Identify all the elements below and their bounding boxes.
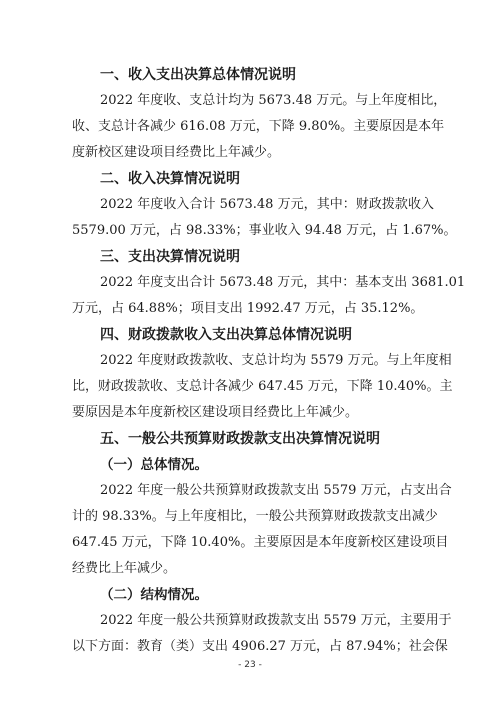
paragraph-5: [72, 478, 452, 582]
document-body: [72, 62, 466, 660]
paragraph-line: 收、支总计各减少 616.08 万元，下降 9.80%。主要原因是本年: [72, 119, 445, 134]
subsection-heading-1: （一）总体情况。: [100, 457, 208, 473]
section-heading-1: 一、收入支出决算总体情况说明: [100, 67, 296, 83]
paragraph-line: 5579.00 万元，占 98.33%；事业收入 94.48 万元，占 1.67%。: [72, 223, 457, 238]
paragraph-line: 经费比上年减少。: [72, 561, 177, 576]
paragraph-line: 计的 98.33%。与上年度相比，一般公共预算财政拨款支出减少: [72, 509, 438, 524]
section-heading-5: 五、一般公共预算财政拨款支出决算情况说明: [100, 431, 380, 447]
paragraph-line: 2022 年度收、支总计均为 5673.48 万元。与上年度相比，: [100, 93, 447, 108]
paragraph-line: 比，财政拨款收、支总计各减少 647.45 万元，下降 10.40%。主: [72, 379, 453, 394]
paragraph-line: 647.45 万元，下降 10.40%。主要原因是本年度新校区建设项目: [72, 535, 449, 550]
page-number: - 23 -: [238, 660, 262, 670]
paragraph-3: [72, 270, 466, 322]
paragraph-line: 以下方面：教育（类）支出 4906.27 万元，占 87.94%；社会保: [72, 639, 448, 654]
paragraph-line: 2022 年度收入合计 5673.48 万元，其中：财政拨款收入: [100, 197, 434, 212]
paragraph-line: 度新校区建设项目经费比上年减少。: [72, 145, 281, 160]
paragraph-6: [72, 608, 452, 660]
section-heading-4: 四、财政拨款收入支出决算总体情况说明: [100, 327, 352, 343]
paragraph-line: 2022 年度一般公共预算财政拨款支出 5579 万元，主要用于: [100, 613, 452, 628]
paragraph-4: [72, 348, 453, 426]
paragraph-line: 万元，占 64.88%；项目支出 1992.47 万元，占 35.12%。: [72, 301, 424, 316]
paragraph-line: 2022 年度支出合计 5673.48 万元，其中：基本支出 3681.01: [100, 275, 466, 290]
paragraph-1: [72, 88, 447, 166]
section-heading-3: 三、支出决算情况说明: [100, 249, 240, 265]
subsection-heading-2: （二）结构情况。: [100, 587, 208, 603]
paragraph-line: 2022 年度一般公共预算财政拨款支出 5579 万元，占支出合: [100, 483, 452, 498]
paragraph-line: 要原因是本年度新校区建设项目经费比上年减少。: [72, 405, 359, 420]
section-heading-2: 二、收入决算情况说明: [100, 171, 240, 187]
paragraph-2: [72, 192, 457, 244]
paragraph-line: 2022 年度财政拨款收、支总计均为 5579 万元。与上年度相: [100, 353, 452, 368]
